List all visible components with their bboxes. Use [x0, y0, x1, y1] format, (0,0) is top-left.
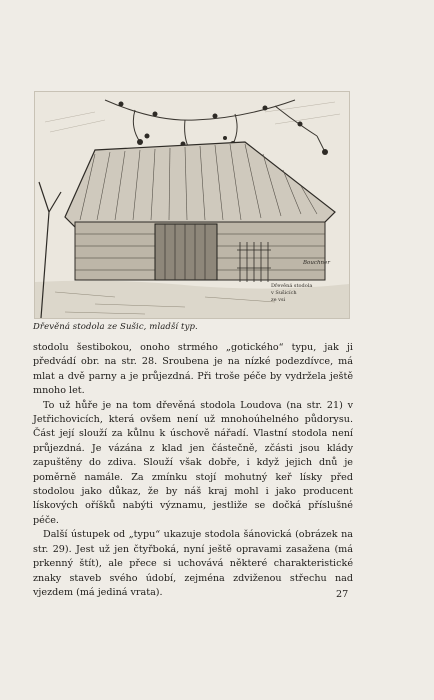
sketch-annotation-line-2: v Sušicích: [271, 290, 297, 296]
paragraph-1: stodolu šestibokou, onoho strmého „gotického“ typu, jak ji předvádí obr. na str. 28. Sroubena je na nízké podezdívce, má mlat a dvě parny a je průjezdná. Při troše péče by vydržela ještě mnoho let.: [33, 342, 353, 397]
paragraph-3: Další ústupek od „typu“ ukazuje stodola šánovická (obrázek na str. 29). Jest už jen čtyřboká, nyní ještě opravami zasažena (má prkenný štít), ale přece si uchovává některé charakteristické znaky staveb svého údobí, zejména zdviženou střechu nad vjezdem (má jediná vrata).: [33, 529, 353, 598]
barn-illustration: [34, 91, 350, 319]
sketch-annotation-line-3: ze vsi: [271, 297, 286, 303]
page-number: 27: [336, 589, 349, 600]
barn-sketch: [35, 92, 349, 318]
barn-door: [155, 224, 217, 280]
figure-caption: Dřevěná stodola ze Sušic, mladší typ.: [33, 322, 198, 332]
body-text: [33, 341, 353, 600]
paragraph-2: To už hůře je na tom dřevěná stodola Loudova (na str. 21) v Jetřichovicích, která ovšem není už mnohoúhelného půdorysu. Část její slouží za kůlnu k úschově nářadí. Vlastní stodola není průjezdná. Je vázána z klad jen částečně, zčásti jsou klády zapuštěny do zdiva. Slouží však dobře, i když jejich dnů je poměrně namále. Za zmínku stojí mohutný keř lísky před stodolou jako důkaz, že by náš kraj mohl i jako producent lískových oříšků nabýti významu, jestliže se dočká příslušné péče.: [33, 399, 353, 526]
sketch-annotation-line-1: Dřevěná stodola: [271, 283, 313, 289]
artist-signature: Bouchner: [303, 260, 330, 266]
